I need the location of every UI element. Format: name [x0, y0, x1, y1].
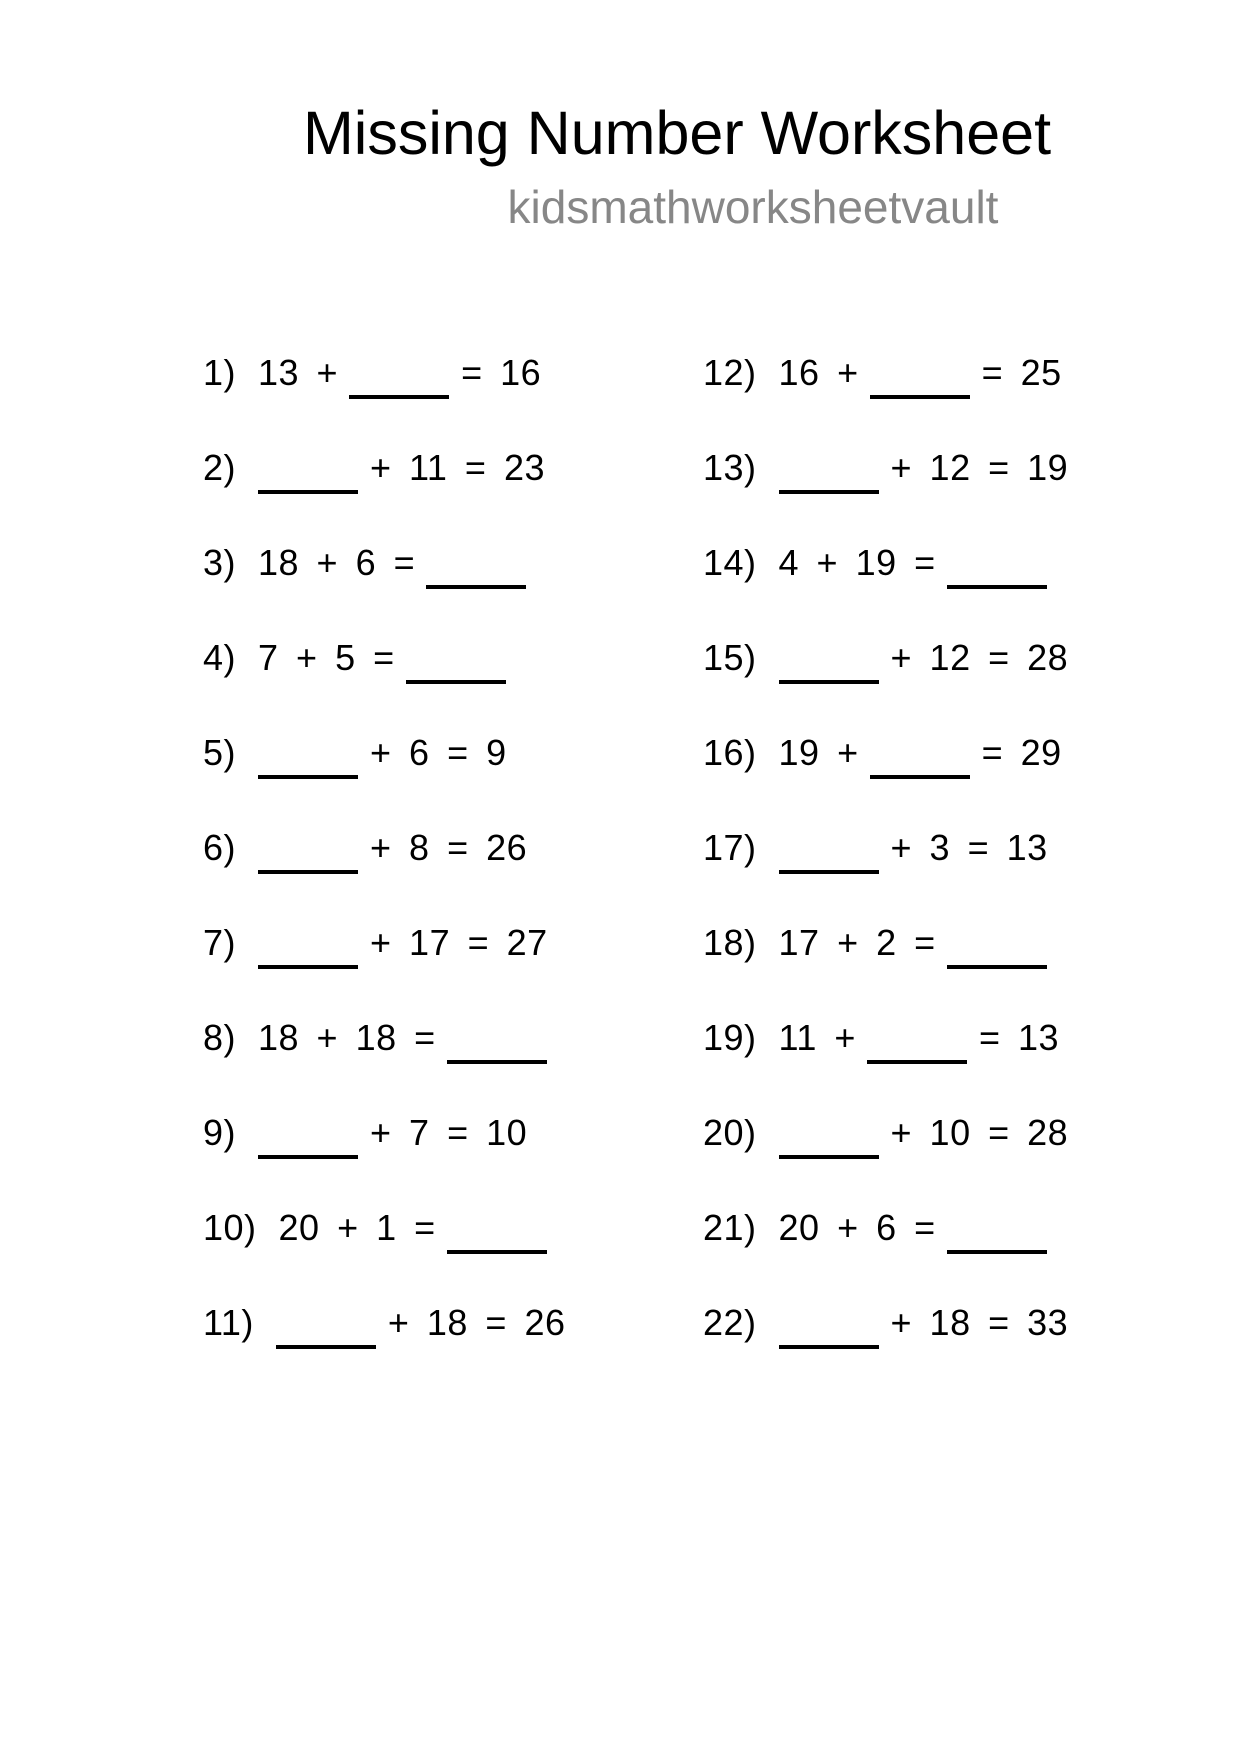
problem-number: 19)	[703, 1017, 757, 1058]
problem-row	[703, 895, 1068, 990]
answer-blank	[867, 1060, 967, 1064]
problem-number: 8)	[203, 1017, 237, 1058]
equation-text-before-blank: 20 + 6 =	[778, 1207, 936, 1248]
problem-row	[203, 610, 566, 705]
equation-text-after-blank: + 3 = 13	[890, 827, 1048, 868]
equation-text-after-blank: + 17 = 27	[370, 922, 548, 963]
answer-blank	[947, 1250, 1047, 1254]
equation-text-after-blank: = 29	[981, 732, 1062, 773]
answer-blank	[779, 870, 879, 874]
problem-row	[203, 1180, 566, 1275]
answer-blank	[779, 680, 879, 684]
equation-text-before-blank: 17 + 2 =	[778, 922, 936, 963]
equation-text-before-blank: 16 +	[778, 352, 859, 393]
answer-blank	[947, 585, 1047, 589]
answer-blank	[276, 1345, 376, 1349]
problem-row	[203, 705, 566, 800]
problem-number: 20)	[703, 1112, 757, 1153]
equation-text-after-blank: + 12 = 28	[890, 637, 1069, 678]
problem-row	[703, 705, 1068, 800]
problem-number: 3)	[203, 542, 237, 583]
problem-number: 7)	[203, 922, 237, 963]
problem-row	[703, 325, 1068, 420]
problem-number: 1)	[203, 352, 237, 393]
problem-number: 5)	[203, 732, 237, 773]
problem-row	[703, 420, 1068, 515]
problem-row	[203, 895, 566, 990]
equation-text-before-blank: 20 + 1 =	[278, 1207, 436, 1248]
answer-blank	[947, 965, 1047, 969]
equation-text-before-blank: 11 +	[778, 1017, 856, 1058]
equation-text-after-blank: + 7 = 10	[370, 1112, 528, 1153]
problem-row	[703, 515, 1068, 610]
answer-blank	[258, 1155, 358, 1159]
equation-text-after-blank: + 10 = 28	[890, 1112, 1069, 1153]
problem-row	[203, 420, 566, 515]
equation-text-before-blank: 7 + 5 =	[258, 637, 395, 678]
equation-text-before-blank: 18 + 6 =	[258, 542, 416, 583]
problem-number: 17)	[703, 827, 757, 868]
equation-text-after-blank: + 8 = 26	[370, 827, 528, 868]
problem-number: 15)	[703, 637, 757, 678]
answer-blank	[258, 965, 358, 969]
equation-text-before-blank: 13 +	[258, 352, 339, 393]
problem-row	[703, 1275, 1068, 1370]
problem-row	[703, 1085, 1068, 1180]
problem-number: 21)	[703, 1207, 757, 1248]
problem-number: 11)	[203, 1302, 254, 1343]
problem-row	[203, 325, 566, 420]
equation-text-after-blank: + 11 = 23	[370, 447, 545, 488]
answer-blank	[779, 490, 879, 494]
answer-blank	[870, 395, 970, 399]
problem-row	[203, 515, 566, 610]
answer-blank	[870, 775, 970, 779]
problem-number: 2)	[203, 447, 237, 488]
answer-blank	[406, 680, 506, 684]
answer-blank	[426, 585, 526, 589]
answer-blank	[447, 1250, 547, 1254]
equation-text-before-blank: 18 + 18 =	[258, 1017, 436, 1058]
answer-blank	[258, 490, 358, 494]
answer-blank	[447, 1060, 547, 1064]
problem-number: 9)	[203, 1112, 237, 1153]
problem-number: 4)	[203, 637, 237, 678]
equation-text-after-blank: + 18 = 26	[387, 1302, 566, 1343]
equation-text-before-blank: 19 +	[778, 732, 859, 773]
answer-blank	[258, 775, 358, 779]
page-subtitle: kidsmathworksheetvault	[507, 181, 999, 233]
problem-number: 22)	[703, 1302, 757, 1343]
problem-row	[703, 800, 1068, 895]
problems-column-left	[203, 325, 566, 1370]
problem-row	[203, 1275, 566, 1370]
problems-column-right	[703, 325, 1068, 1370]
problem-number: 6)	[203, 827, 237, 868]
equation-text-before-blank: 4 + 19 =	[778, 542, 936, 583]
problem-number: 14)	[703, 542, 757, 583]
problem-row	[203, 1085, 566, 1180]
problem-row	[703, 1180, 1068, 1275]
equation-text-after-blank: = 25	[981, 352, 1062, 393]
problem-number: 18)	[703, 922, 757, 963]
answer-blank	[779, 1155, 879, 1159]
problem-row	[703, 990, 1068, 1085]
answer-blank	[349, 395, 449, 399]
problem-row	[203, 990, 566, 1085]
equation-text-after-blank: + 6 = 9	[370, 732, 507, 773]
equation-text-after-blank: = 16	[461, 352, 542, 393]
answer-blank	[258, 870, 358, 874]
page-title: Missing Number Worksheet	[302, 99, 1052, 167]
problem-number: 13)	[703, 447, 757, 488]
equation-text-after-blank: + 18 = 33	[890, 1302, 1069, 1343]
equation-text-after-blank: + 12 = 19	[890, 447, 1069, 488]
problem-row	[203, 800, 566, 895]
problem-row	[703, 610, 1068, 705]
problem-number: 10)	[203, 1207, 257, 1248]
problem-number: 12)	[703, 352, 757, 393]
answer-blank	[779, 1345, 879, 1349]
problem-number: 16)	[703, 732, 757, 773]
equation-text-after-blank: = 13	[978, 1017, 1060, 1058]
